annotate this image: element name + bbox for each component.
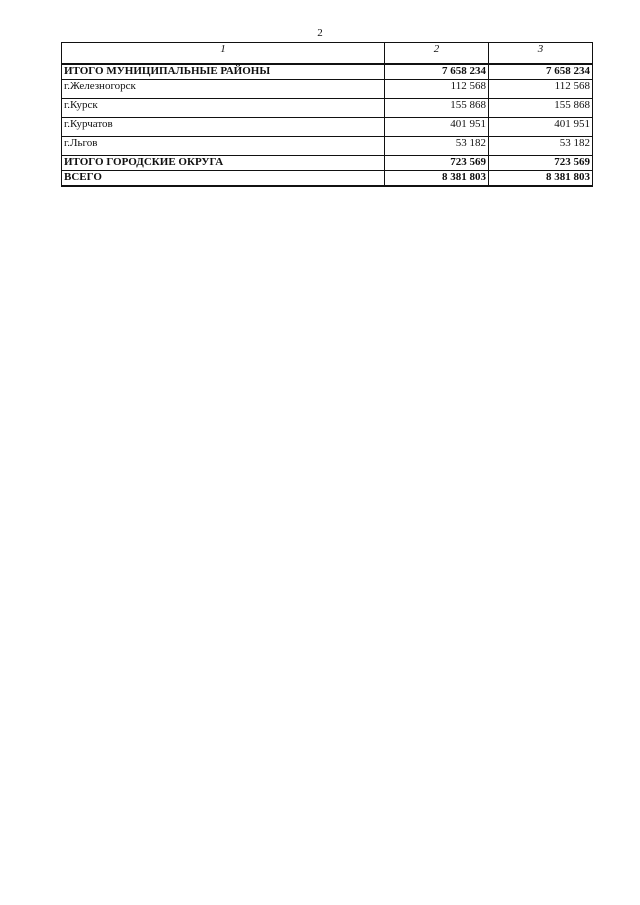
row-value-col2: 401 951 <box>385 118 489 137</box>
column-header-3: 3 <box>489 43 593 65</box>
table-row-grand-total <box>62 171 593 187</box>
row-value-col3: 155 868 <box>489 99 593 118</box>
row-name: г.Железногорск <box>62 80 385 99</box>
row-value-col3: 7 658 234 <box>489 64 593 80</box>
row-name: ВСЕГО <box>62 171 385 187</box>
data-table <box>61 42 593 187</box>
row-value-col2: 155 868 <box>385 99 489 118</box>
row-name: ИТОГО МУНИЦИПАЛЬНЫЕ РАЙОНЫ <box>62 64 385 80</box>
row-value-col3: 112 568 <box>489 80 593 99</box>
row-value-col2: 723 569 <box>385 156 489 171</box>
row-value-col3: 8 381 803 <box>489 171 593 187</box>
table-row-total-city-districts <box>62 156 593 171</box>
table-row-total-municipal-districts <box>62 64 593 80</box>
row-name: г.Курчатов <box>62 118 385 137</box>
table-row <box>62 99 593 118</box>
column-header-1: 1 <box>62 43 385 65</box>
page-number: 2 <box>317 27 323 39</box>
row-name: ИТОГО ГОРОДСКИЕ ОКРУГА <box>62 156 385 171</box>
row-value-col2: 53 182 <box>385 137 489 156</box>
row-value-col2: 8 381 803 <box>385 171 489 187</box>
table-header-row <box>62 43 593 65</box>
row-name: г.Льгов <box>62 137 385 156</box>
row-value-col2: 112 568 <box>385 80 489 99</box>
table-row <box>62 137 593 156</box>
row-value-col2: 7 658 234 <box>385 64 489 80</box>
table-row <box>62 80 593 99</box>
table-row <box>62 118 593 137</box>
row-value-col3: 723 569 <box>489 156 593 171</box>
row-name: г.Курск <box>62 99 385 118</box>
row-value-col3: 53 182 <box>489 137 593 156</box>
column-header-2: 2 <box>385 43 489 65</box>
row-value-col3: 401 951 <box>489 118 593 137</box>
